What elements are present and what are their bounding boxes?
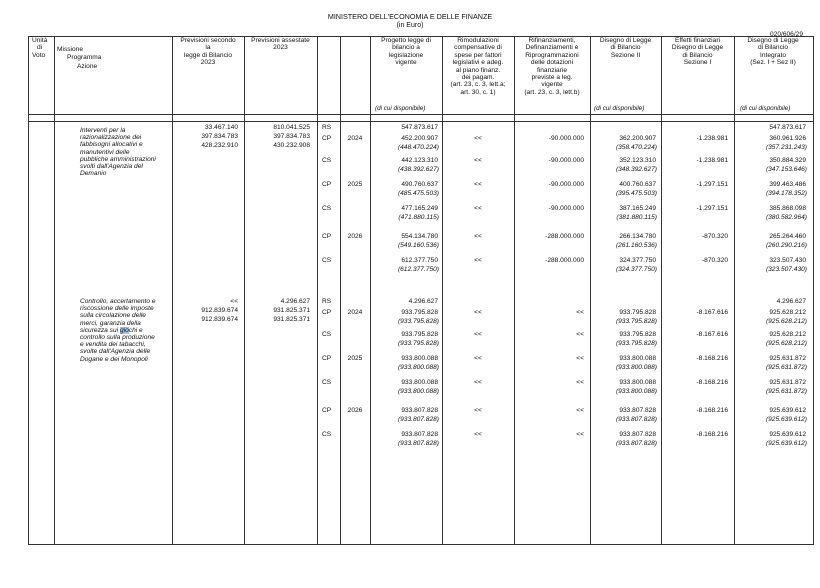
integrato-value: 925.639.612	[769, 407, 806, 414]
row-year: 2026	[347, 233, 363, 240]
currency-unit: (in Euro)	[396, 22, 424, 29]
header-divider	[28, 114, 814, 115]
effetti-value: -8.167.616	[696, 309, 728, 316]
sezione2-disponibile: (324.377.750)	[615, 266, 657, 273]
integrato-value: 399.463.486	[769, 181, 806, 188]
progetto-value: 490.760.637	[401, 181, 438, 188]
sezione2-disponibile: (933.807.828)	[615, 416, 657, 423]
progetto-disponibile: (448.470.224)	[397, 144, 439, 151]
progetto-disponibile: (612.377.750)	[397, 266, 439, 273]
col-header-unita: Unità di Voto	[32, 37, 48, 59]
column-divider	[590, 36, 591, 544]
progetto-value: 442.123.310	[401, 157, 438, 164]
row-type: CP	[322, 135, 332, 142]
column-divider	[244, 36, 245, 544]
column-divider	[340, 36, 341, 544]
integrato-value: 265.264.460	[769, 233, 806, 240]
col-header-missione: Missione Programma Azione	[57, 46, 102, 70]
rifinanziamenti-value: -90.000.000	[548, 135, 584, 142]
integrato-disponibile: (394.178.352)	[765, 190, 807, 197]
progetto-disponibile: (471.880.115)	[398, 214, 439, 221]
row-type: CP	[322, 309, 332, 316]
progetto-disponibile: (933.807.828)	[397, 416, 439, 423]
col-header-previsioni: Previsioni secondo la legge di Bilancio 2023	[180, 37, 236, 67]
previsioni-value: 397.834.783	[201, 133, 238, 140]
sezione2-disponibile: (933.807.828)	[615, 440, 657, 447]
rimodulazioni-value: <<	[474, 233, 482, 240]
assestate-value: 4.296.627	[280, 298, 310, 305]
integrato-disponibile: (925.639.612)	[765, 440, 807, 447]
progetto-disponibile: (933.795.828)	[397, 318, 439, 325]
integrato-value: 385.868.098	[769, 205, 806, 212]
effetti-value: -8.167.616	[696, 331, 728, 338]
integrato-value: 925.628.212	[769, 309, 806, 316]
integrato-value: 925.631.872	[769, 379, 806, 386]
sezione2-disponibile: (933.800.088)	[615, 388, 657, 395]
effetti-value: -870.320	[701, 257, 728, 264]
ministry-title: MINISTERO DELL'ECONOMIA E DELLE FINANZE	[327, 12, 493, 21]
integrato-disponibile: (323.507.430)	[765, 266, 807, 273]
rimodulazioni-value: <<	[474, 257, 482, 264]
rimodulazioni-value: <<	[474, 181, 482, 188]
rifinanziamenti-value: -288.000.000	[545, 233, 584, 240]
sezione2-value: 933.807.828	[619, 431, 656, 438]
effetti-value: -1.297.151	[696, 205, 728, 212]
integrato-disponibile: (925.639.612)	[765, 416, 807, 423]
document-code: 020/606/29	[769, 31, 803, 38]
previsioni-value: 33.467.140	[204, 124, 238, 131]
sezione2-disponibile: (933.800.088)	[615, 364, 657, 371]
rifinanziamenti-value: <<	[576, 331, 584, 338]
budget-table	[28, 36, 814, 545]
rifinanziamenti-value: <<	[576, 407, 584, 414]
integrato-disponibile: (357.231.243)	[765, 144, 807, 151]
column-divider	[661, 36, 662, 544]
row-year: 2025	[347, 355, 363, 362]
rimodulazioni-value: <<	[474, 407, 482, 414]
column-divider	[514, 36, 515, 544]
col-header-assestate: Previsioni assestate 2023	[251, 37, 310, 52]
assestate-value: 931.825.371	[273, 307, 310, 314]
rifinanziamenti-value: -90.000.000	[548, 157, 584, 164]
progetto-disponibile: (933.807.828)	[397, 440, 439, 447]
rimodulazioni-value: <<	[474, 355, 482, 362]
azione-description: Interventi per la razionalizzazione dei fabbisogni allocativi e manutentivi delle pubbliche amministrazioni svolti dall'Agenzia del Demanio	[80, 127, 156, 178]
rifinanziamenti-value: <<	[576, 355, 584, 362]
integrato-disponibile: (380.582.964)	[765, 214, 807, 221]
rimodulazioni-value: <<	[474, 157, 482, 164]
row-type: CS	[322, 157, 332, 164]
progetto-value: 933.800.088	[401, 379, 438, 386]
column-divider	[317, 36, 318, 544]
progetto-value: 933.795.828	[401, 331, 438, 338]
previsioni-value: <<	[230, 298, 238, 305]
row-type: CP	[322, 355, 332, 362]
rimodulazioni-value: <<	[474, 331, 482, 338]
col-header-integrato: Disegno di Legge di Bilancio Integrato (Sez. I + Sez II)	[747, 37, 799, 67]
progetto-disponibile: (933.800.088)	[397, 364, 439, 371]
row-year: 2024	[347, 135, 363, 142]
row-type: CS	[322, 379, 332, 386]
progetto-value: 452.200.907	[401, 135, 438, 142]
column-divider	[172, 36, 173, 544]
row-type: CS	[322, 331, 332, 338]
integrato-value: 360.961.926	[769, 135, 806, 142]
row-year: 2026	[347, 407, 363, 414]
col-footnote-progetto: (di cui disponibile)	[375, 105, 426, 112]
effetti-value: -1.238.981	[696, 135, 728, 142]
azione-description: Controllo, accertamento e riscossione delle imposte sulla circolazione delle merci, garanzia della sicurezza sui giochi e controllo sulla produzione e vendita dei tabacchi, svolte dall'Agenzia delle Dogane e dei Monopoli	[80, 298, 156, 363]
row-type: CS	[322, 257, 332, 264]
integrato-value: 925.631.872	[769, 355, 806, 362]
sezione2-value: 266.134.780	[619, 233, 656, 240]
progetto-value: 933.795.828	[401, 309, 438, 316]
integrato-disponibile: (925.628.212)	[765, 340, 807, 347]
progetto-value: 477.165.249	[401, 205, 438, 212]
rifinanziamenti-value: -90.000.000	[548, 205, 584, 212]
row-year: 2025	[347, 181, 363, 188]
effetti-value: -1.238.981	[696, 157, 728, 164]
rimodulazioni-value: <<	[474, 309, 482, 316]
rimodulazioni-value: <<	[474, 205, 482, 212]
effetti-value: -8.168.216	[696, 431, 728, 438]
col-footnote-sezione2: (di cui disponibile)	[594, 105, 645, 112]
rifinanziamenti-value: <<	[576, 309, 584, 316]
col-footnote-integrato: (di cui disponibile)	[740, 105, 791, 112]
column-divider	[370, 36, 371, 544]
col-header-progetto: Progetto legge di bilancio a legislazione vigente	[381, 37, 431, 67]
progetto-disponibile: (485.475.503)	[397, 190, 439, 197]
row-type: CS	[322, 431, 332, 438]
assestate-value: 810.041.525	[273, 124, 310, 131]
previsioni-value: 912.839.674	[201, 307, 238, 314]
row-year: 2024	[347, 309, 363, 316]
sezione2-value: 933.800.088	[619, 379, 656, 386]
progetto-value: 933.807.828	[401, 407, 438, 414]
progetto-value: 933.807.828	[401, 431, 438, 438]
integrato-value: 350.884.329	[769, 157, 806, 164]
previsioni-value: 428.232.910	[201, 142, 238, 149]
row-type: CP	[322, 233, 332, 240]
integrato-value: 925.628.212	[769, 331, 806, 338]
rimodulazioni-value: <<	[474, 379, 482, 386]
integrato-value: 925.639.612	[769, 431, 806, 438]
effetti-value: -8.168.216	[696, 355, 728, 362]
sezione2-disponibile: (358.470.224)	[615, 144, 657, 151]
rimodulazioni-value: <<	[474, 135, 482, 142]
progetto-value: 612.377.750	[401, 257, 438, 264]
row-type: RS	[322, 298, 332, 305]
row-type: CS	[322, 205, 332, 212]
rifinanziamenti-value: <<	[576, 379, 584, 386]
sezione2-value: 387.165.249	[619, 205, 656, 212]
progetto-value: 4.296.627	[408, 298, 438, 305]
sezione2-value: 933.795.828	[619, 331, 656, 338]
rimodulazioni-value: <<	[474, 431, 482, 438]
progetto-disponibile: (933.795.828)	[397, 340, 439, 347]
integrato-disponibile: (925.631.872)	[765, 364, 807, 371]
integrato-disponibile: (925.628.212)	[765, 318, 807, 325]
progetto-disponibile: (933.800.088)	[397, 388, 439, 395]
col-header-rimodulazioni: Rimodulazioni compensative di spese per fattori legislativi e adeg. al piano finanz. dei pagam. (art. 23, c. 3, lett.a; art. 30, c. 1)	[450, 37, 506, 96]
assestate-value: 931.825.371	[273, 316, 310, 323]
sezione2-disponibile: (348.392.627)	[615, 166, 657, 173]
search-highlight: gio	[119, 326, 129, 334]
sezione2-disponibile: (933.795.828)	[615, 318, 657, 325]
integrato-value: 547.873.617	[769, 124, 806, 131]
header-divider	[28, 121, 814, 122]
integrato-disponibile: (925.631.872)	[765, 388, 807, 395]
integrato-value: 4.296.627	[776, 298, 806, 305]
row-type: CP	[322, 407, 332, 414]
sezione2-disponibile: (395.475.503)	[615, 190, 657, 197]
assestate-value: 397.834.783	[273, 133, 310, 140]
integrato-value: 323.507.430	[769, 257, 806, 264]
effetti-value: -870.320	[701, 233, 728, 240]
rifinanziamenti-value: <<	[576, 431, 584, 438]
assestate-value: 430.232.908	[273, 142, 310, 149]
sezione2-value: 933.795.828	[619, 309, 656, 316]
integrato-disponibile: (260.290.216)	[765, 242, 807, 249]
sezione2-value: 352.123.310	[619, 157, 656, 164]
progetto-value: 554.134.780	[401, 233, 438, 240]
sezione2-value: 400.760.637	[619, 181, 656, 188]
integrato-disponibile: (347.153.646)	[765, 166, 807, 173]
sezione2-value: 933.807.828	[619, 407, 656, 414]
progetto-disponibile: (549.160.536)	[397, 242, 439, 249]
row-type: RS	[322, 124, 332, 131]
column-divider	[442, 36, 443, 544]
effetti-value: -1.297.151	[696, 181, 728, 188]
progetto-disponibile: (438.392.627)	[397, 166, 439, 173]
sezione2-value: 324.377.750	[619, 257, 656, 264]
column-divider	[734, 36, 735, 544]
effetti-value: -8.168.216	[696, 379, 728, 386]
sezione2-disponibile: (933.795.828)	[615, 340, 657, 347]
sezione2-disponibile: (381.880.115)	[616, 214, 657, 221]
col-header-effetti: Effetti finanziari Disegno di Legge di Bilancio Sezione I	[671, 37, 724, 67]
progetto-value: 933.800.088	[401, 355, 438, 362]
sezione2-disponibile: (261.160.536)	[615, 242, 657, 249]
col-header-rifinanziamenti: Rifinanziamenti, Definanziamenti e Riprogrammazioni delle dotazioni finanziarie previste a leg. vigente (art. 23, c. 3, lett.b)	[524, 37, 580, 96]
rifinanziamenti-value: -90.000.000	[548, 181, 584, 188]
effetti-value: -8.168.216	[696, 407, 728, 414]
col-header-sezione2: Disegno di Legge di Bilancio Sezione II	[599, 37, 652, 59]
rifinanziamenti-value: -288.000.000	[545, 257, 584, 264]
column-divider	[54, 36, 55, 544]
previsioni-value: 912.839.674	[201, 316, 238, 323]
progetto-value: 547.873.617	[401, 124, 438, 131]
sezione2-value: 362.200.907	[619, 135, 656, 142]
row-type: CP	[322, 181, 332, 188]
sezione2-value: 933.800.088	[619, 355, 656, 362]
